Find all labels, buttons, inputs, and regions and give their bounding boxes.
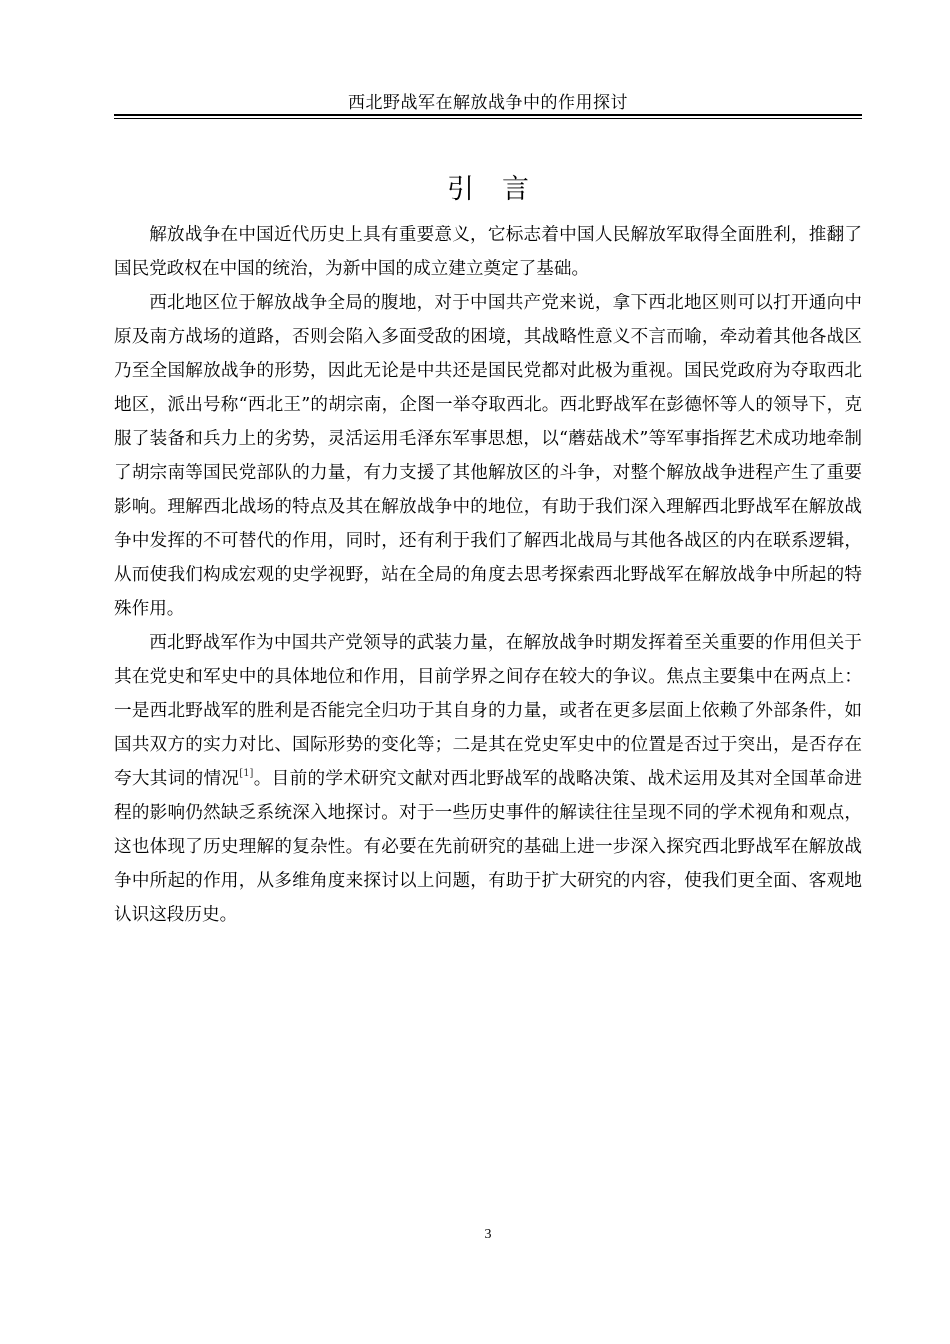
citation-link[interactable]: [1] [239,768,254,779]
section-title: 引言 [447,174,557,205]
running-header-title: 西北野战军在解放战争中的作用探讨 [348,93,628,113]
header-rule-thin [114,118,862,119]
paragraph-1: 解放战争在中国近代历史上具有重要意义，它标志着中国人民解放军取得全面胜利，推翻了国民党政权在中国的统治，为新中国的成立建立奠定了基础。 [114,225,862,279]
body-text [114,218,862,932]
page-number: 3 [484,1227,492,1242]
paragraph-3-part-2: 。目前的学术研究文献对西北野战军的战略决策、战术运用及其对全国革命进程的影响仍然缺乏系统深入地探讨。对于一些历史事件的解读往往呈现不同的学术视角和观点，这也体现了历史理解的复杂性。有必要在先前研究的基础上进一步深入探究西北野战军在解放战争中所起的作用，从多维角度来探讨以上问题，有助于扩大研究的内容，使我们更全面、客观地认识这段历史。 [114,769,862,925]
header-rule-thick [114,114,862,116]
paragraph-3-part-1: 西北野战军作为中国共产党领导的武装力量，在解放战争时期发挥着至关重要的作用但关于其在党史和军史中的具体地位和作用，目前学界之间存在较大的争议。焦点主要集中在两点上：一是西北野战军的胜利是否能完全归功于其自身的力量，或者在更多层面上依赖了外部条件，如国共双方的实力对比、国际形势的变化等；二是其在党史军史中的位置是否过于突出，是否存在夸大其词的情况 [114,633,862,789]
paragraph-2: 西北地区位于解放战争全局的腹地，对于中国共产党来说，拿下西北地区则可以打开通向中原及南方战场的道路，否则会陷入多面受敌的困境，其战略性意义不言而喻，牵动着其他各战区乃至全国解放战争的形势，因此无论是中共还是国民党都对此极为重视。国民党政府为夺取西北地区，派出号称“西北王”的胡宗南，企图一举夺取西北。西北野战军在彭德怀等人的领导下，克服了装备和兵力上的劣势，灵活运用毛泽东军事思想，以“蘑菇战术”等军事指挥艺术成功地牵制了胡宗南等国民党部队的力量，有力支援了其他解放区的斗争，对整个解放战争进程产生了重要影响。理解西北战场的特点及其在解放战争中的地位，有助于我们深入理解西北野战军在解放战争中发挥的不可替代的作用，同时，还有利于我们了解西北战局与其他各战区的内在联系逻辑，从而使我们构成宏观的史学视野，站在全局的角度去思考探索西北野战军在解放战争中所起的特殊作用。 [114,293,862,619]
paragraph-3 [114,626,862,932]
